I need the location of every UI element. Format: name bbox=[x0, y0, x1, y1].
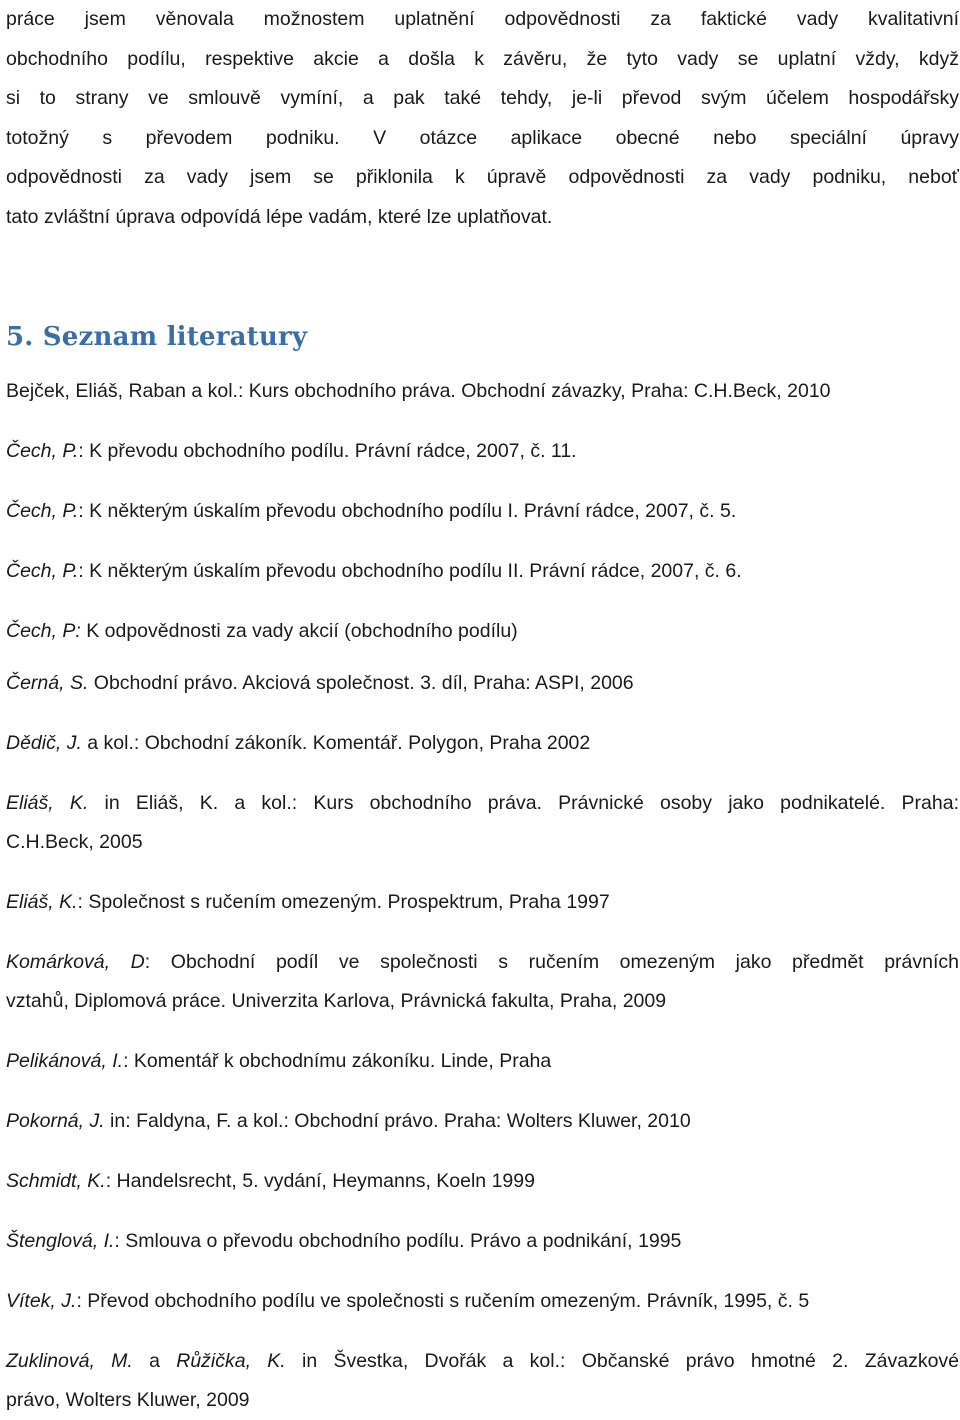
reference-author: Čech, P: bbox=[6, 620, 81, 642]
reference-item bbox=[6, 1282, 959, 1321]
reference-item bbox=[6, 1102, 959, 1141]
reference-text: K odpovědnosti za vady akcií (obchodního podílu) bbox=[80, 620, 518, 642]
reference-text: : K některým úskalím převodu obchodního podílu II. Právní rádce, 2007, č. 6. bbox=[78, 560, 742, 582]
reference-item bbox=[6, 372, 959, 411]
reference-item bbox=[6, 943, 959, 1021]
reference-item bbox=[6, 552, 959, 591]
reference-text: : Obchodní podíl ve společnosti s ručením omezeným jako předmět právních bbox=[144, 951, 960, 973]
reference-line bbox=[6, 784, 959, 823]
reference-text: : Společnost s ručením omezeným. Prospektrum, Praha 1997 bbox=[77, 891, 610, 913]
reference-authors: Bejček, Eliáš, Raban a kol. bbox=[6, 380, 238, 402]
reference-text: : K převodu obchodního podílu. Právní rádce, 2007, č. 11. bbox=[78, 440, 577, 462]
reference-author: Schmidt, K. bbox=[6, 1170, 106, 1192]
reference-author: Růžička, K. bbox=[176, 1350, 286, 1372]
reference-author: Vítek, J. bbox=[6, 1290, 77, 1312]
reference-text: : Smlouva o převodu obchodního podílu. Právo a podnikání, 1995 bbox=[114, 1230, 682, 1252]
section-heading: 5. Seznam literatury bbox=[6, 322, 308, 352]
reference-author: Eliáš, K. bbox=[6, 891, 78, 913]
paragraph-line: práce jsem věnovala možnostem uplatnění odpovědnosti za faktické vady kvalitativní bbox=[6, 8, 959, 30]
reference-item bbox=[6, 612, 959, 651]
reference-author: Čech, P. bbox=[6, 500, 79, 522]
reference-text: a kol.: Obchodní zákoník. Komentář. Polygon, Praha 2002 bbox=[81, 732, 591, 754]
reference-author: Štenglová, I. bbox=[6, 1230, 115, 1252]
reference-text: : Handelsrecht, 5. vydání, Heymanns, Koeln 1999 bbox=[105, 1170, 535, 1192]
reference-item bbox=[6, 664, 959, 703]
reference-author: Dědič, J. bbox=[6, 732, 82, 754]
reference-item bbox=[6, 784, 959, 862]
paragraph-line: tato zvláštní úprava odpovídá lépe vadám, které lze uplatňovat. bbox=[6, 205, 553, 228]
reference-item bbox=[6, 724, 959, 763]
reference-text: Obchodní právo. Akciová společnost. 3. díl, Praha: ASPI, 2006 bbox=[88, 672, 634, 694]
reference-line bbox=[6, 943, 959, 982]
reference-author: Pokorná, J. bbox=[6, 1110, 105, 1132]
reference-item bbox=[6, 492, 959, 531]
reference-text: : Komentář k obchodnímu zákoníku. Linde, Praha bbox=[123, 1050, 552, 1072]
reference-line bbox=[6, 1342, 959, 1381]
conclusion-paragraph bbox=[6, 0, 959, 238]
reference-item bbox=[6, 1342, 959, 1420]
reference-author: Eliáš, K. bbox=[6, 792, 89, 814]
reference-continuation: C.H.Beck, 2005 bbox=[6, 831, 143, 853]
paragraph-line: si to strany ve smlouvě vymíní, a pak také tehdy, je-li převod svým účelem hospodářsky bbox=[6, 87, 959, 110]
reference-item bbox=[6, 883, 959, 922]
paragraph-line: odpovědnosti za vady jsem se přiklonila k úpravě odpovědnosti za vady podniku, neboť bbox=[6, 166, 959, 189]
reference-item bbox=[6, 1222, 959, 1261]
reference-text: : K některým úskalím převodu obchodního podílu I. Právní rádce, 2007, č. 5. bbox=[78, 500, 737, 522]
reference-text: in Eliáš, K. a kol.: Kurs obchodního práva. Právnické osoby jako podnikatelé. Praha: bbox=[88, 792, 959, 814]
reference-continuation: vztahů, Diplomová práce. Univerzita Karlova, Právnická fakulta, Praha, 2009 bbox=[6, 990, 667, 1012]
reference-author: Komárková, D bbox=[6, 951, 145, 973]
reference-text: in Švestka, Dvořák a kol.: Občanské právo hmotné 2. Závazkové bbox=[285, 1350, 960, 1372]
reference-author: Zuklinová, M. bbox=[6, 1350, 133, 1372]
reference-item bbox=[6, 432, 959, 471]
reference-connector: a bbox=[132, 1350, 177, 1372]
reference-author: Čech, P. bbox=[6, 560, 79, 582]
reference-text: : Kurs obchodního práva. Obchodní závazky, Praha: C.H.Beck, 2010 bbox=[237, 380, 831, 402]
reference-author: Černá, S. bbox=[6, 672, 89, 694]
reference-text: in: Faldyna, F. a kol.: Obchodní právo. Praha: Wolters Kluwer, 2010 bbox=[104, 1110, 691, 1132]
paragraph-line: obchodního podílu, respektive akcie a došla k závěru, že tyto vady se uplatní vždy, když bbox=[6, 47, 959, 70]
reference-author: Čech, P. bbox=[6, 440, 79, 462]
reference-author: Pelikánová, I. bbox=[6, 1050, 124, 1072]
reference-continuation: právo, Wolters Kluwer, 2009 bbox=[6, 1389, 250, 1411]
reference-item bbox=[6, 1162, 959, 1201]
reference-text: : Převod obchodního podílu ve společnosti s ručením omezeným. Právník, 1995, č. 5 bbox=[76, 1290, 810, 1312]
reference-item bbox=[6, 1042, 959, 1081]
paragraph-line: totožný s převodem podniku. V otázce aplikace obecné nebo speciální úpravy bbox=[6, 126, 959, 149]
bibliography-list bbox=[6, 372, 959, 1420]
